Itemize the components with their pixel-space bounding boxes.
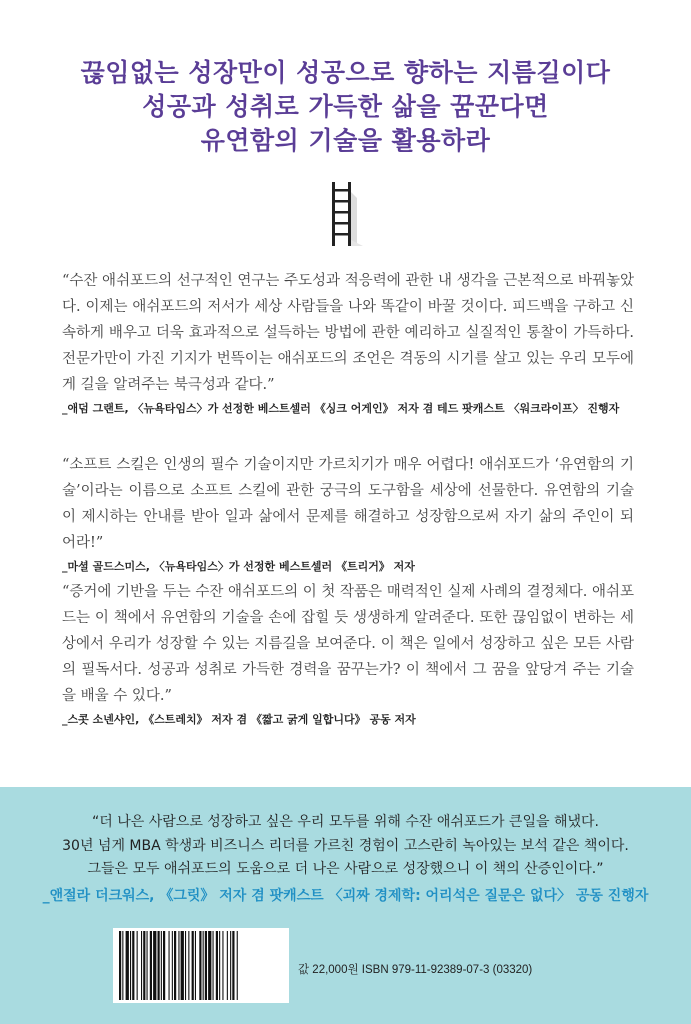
headline-line-3: 유연함의 기술을 활용하라	[200, 126, 491, 155]
headline-line-1: 끊임없는 성장만이 성공으로 향하는 지름길이다	[80, 58, 611, 87]
bottom-quote-line-2: 30년 넘게 MBA 학생과 비즈니스 리더를 가르친 경험이 고스란히 녹아있는 보석 같은 책이다.	[62, 837, 629, 854]
barcode-box	[113, 928, 289, 1003]
quote-block-3	[62, 579, 634, 727]
ladder-icon	[323, 182, 367, 246]
quote-text-1: “수잔 애쉬포드의 선구적인 연구는 주도성과 적응력에 관한 내 생각을 근본적으로 바꿔놓았다. 이제는 애쉬포드의 저서가 세상 사람들을 나와 똑같이 바꿀 것이다. 피드백을 구하고 신속하게 배우고 더욱 효과적으로 설득하는 방법에 관한 예리하고 실질적인 통찰이 가득하다. 전문가만이 가진 기지가 번뜩이는 애쉬포드의 조언은 격동의 시기를 살고 있는 우리 모두에게 길을 알려주는 북극성과 같다.”	[62, 273, 634, 393]
bottom-quote-attribution: _앤절라 더크워스, 《그릿》 저자 겸 팟캐스트 〈괴짜 경제학: 어리석은 질문은 없다〉 공동 진행자	[42, 888, 649, 904]
barcode	[119, 931, 283, 1000]
bottom-panel	[0, 787, 691, 1024]
headline	[0, 56, 691, 158]
bottom-quote-line-3: 그들은 모두 애쉬포드의 도움으로 더 나은 사람으로 성장했으니 이 책의 산증인이다.”	[87, 861, 604, 877]
quote-text-3: “증거에 기반을 두는 수잔 애쉬포드의 이 첫 작품은 매력적인 실제 사례의 결정체다. 애쉬포드는 이 책에서 유연함의 기술을 손에 잡힐 듯 생생하게 알려준다. 또한 끊임없이 변하는 세상에서 우리가 성장할 수 있는 지름길을 보여준다. 이 책은 일에서 성장하고 싶은 모든 사람의 필독서다. 성공과 성취로 가득한 경력을 꿈꾸는가? 이 책에서 그 꿈을 앞당겨 주는 기술을 배울 수 있다.”	[62, 584, 634, 704]
quote-block-1	[62, 268, 634, 416]
quote-attribution-3: _스콧 소넨샤인, 《스트레치》 저자 겸 《짧고 굵게 일합니다》 공동 저자	[62, 713, 416, 726]
quote-attribution-1: _애덤 그랜트, 〈뉴욕타임스〉가 선정한 베스트셀러 《싱크 어게인》 저자 겸 테드 팟캐스트 〈워크라이프〉 진행자	[62, 402, 620, 415]
bottom-quote-line-1: “더 나은 사람으로 성장하고 싶은 우리 모두를 위해 수잔 애쉬포드가 큰일을 해냈다.	[92, 814, 599, 830]
quote-attribution-2: _마셜 골드스미스, 〈뉴욕타임스〉가 선정한 베스트셀러 《트리거》 저자	[62, 560, 415, 573]
quote-block-2	[62, 452, 634, 574]
bottom-quote	[0, 811, 691, 882]
price-isbn: 값 22,000원 ISBN 979-11-92389-07-3 (03320)	[298, 964, 533, 976]
quote-text-2: “소프트 스킬은 인생의 필수 기술이지만 가르치기가 매우 어렵다! 애쉬포드가 ‘유연함의 기술’이라는 이름으로 소프트 스킬에 관한 궁극의 도구함을 세상에 선물한다. 유연함의 기술이 제시하는 안내를 받아 일과 삶에서 문제를 해결하고 성장함으로써 자기 삶의 주인이 되어라!”	[62, 457, 634, 551]
headline-line-2: 성공과 성취로 가득한 삶을 꿈꾼다면	[142, 92, 549, 121]
